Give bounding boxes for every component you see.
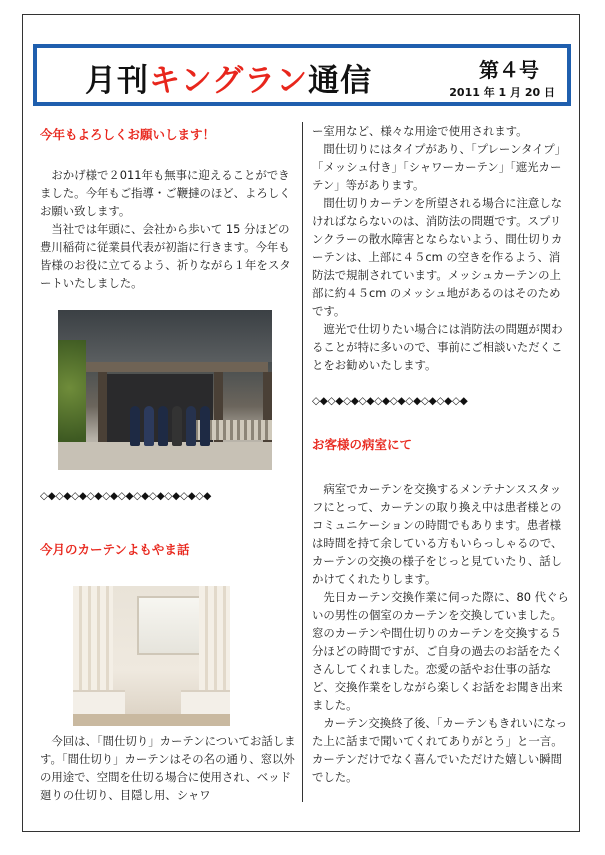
new-year-paragraph-1: おかげ様で２011年も無事に迎えることができました。今年もご指導・ご鞭撻のほど、よろしくお願い致します。 — [40, 168, 291, 218]
right-column — [312, 122, 570, 786]
curtain-talk-left-text — [40, 732, 296, 804]
title-part-brand: キングラン — [149, 63, 309, 99]
hospital-paragraph-2: 先日カーテン交換作業に伺った際に、80 代ぐらいの男性の個室のカーテンを交換していました。窓のカーテンや間仕切りのカーテンを交換する５分ほどの時間ですが、ご自身の過去のお話をたくさんしてくれました。恋愛の話やお仕事の話など、交換作業をしながら楽しくお話をお聞き出来ました。 — [312, 590, 569, 712]
title-part-news: 通信 — [308, 63, 373, 99]
ornament-divider-right: ◇◆◇◆◇◆◇◆◇◆◇◆◇◆◇◆◇◆◇◆ — [312, 395, 468, 407]
temple-visit-photo — [58, 310, 272, 470]
curtain-talk-paragraph-1: 今回は、「間仕切り」カーテンについてお話します。｢間仕切り」カーテンはその名の通り、窓以外の用途で、空間を仕切る場合に使用され、ベッド廻りの仕切り、目隠し用、シャワ — [40, 734, 296, 802]
hospital-room-photo — [73, 586, 230, 726]
new-year-paragraph-2: 当社では年頭に、会社から歩いて 15 分ほどの豊川稲荷に従業員代表が初詣に行きます。今年も皆様のお役に立てるよう、祈りながら１年をスタートいたしました。 — [40, 222, 291, 290]
column-divider — [302, 122, 303, 802]
curtain-talk-continued: ー室用など、様々な用途で使用されます。 — [312, 124, 528, 138]
hospital-paragraph-3: カーテン交換終了後、「カーテンもきれいになった上に話まで聞いてくれてありがとう」と一言。カーテンだけでなく喜んでいただけた嬉しい瞬間でした。 — [312, 716, 568, 784]
newsletter-title — [85, 55, 372, 100]
hospital-paragraph-1: 病室でカーテンを交換するメンテナンススタッフにとって、カーテンの取り換え中は患者様とのコミュニケーションの時間でもあります。患者様は時間を持て余している方もいらっしゃるので、カーテンの交換の様子をじっと見ていたり、話しかけてくれたりします。 — [312, 482, 563, 586]
section-heading-hospital-room: お客様の病室にて — [312, 437, 413, 452]
section-heading-new-year: 今年もよろしくお願いします！ — [40, 127, 216, 142]
left-column — [40, 126, 296, 292]
curtain-talk-paragraph-2: 間仕切りにはタイプがあり、「プレーンタイプ」「メッシュ付き」「シャワーカーテン」「遮光カーテン」等があります。 — [312, 142, 567, 192]
section-heading-curtain-talk: 今月のカーテンよもやま話 — [40, 542, 190, 557]
title-part-monthly: 月刊 — [85, 63, 149, 99]
issue-number: 第４号 — [479, 58, 539, 82]
issue-date: 2011 年 1 月 20 日 — [449, 86, 555, 99]
curtain-talk-paragraph-4: 遮光で仕切りたい場合には消防法の問題が関わることが特に多いので、事前にご相談いただくことをお勧めいたします。 — [312, 322, 563, 372]
masthead — [33, 44, 571, 106]
ornament-divider-left: ◇◆◇◆◇◆◇◆◇◆◇◆◇◆◇◆◇◆◇◆◇◆ — [40, 490, 212, 502]
curtain-talk-paragraph-3: 間仕切りカーテンを所望される場合に注意しなければならないのは、消防法の問題です。スプリンクラーの散水障害とならないよう、間仕切りカーテンは、上部に４５cm の空きを作るよう、消防法で規制されています。メッシュカーテンの上部に約４５cm のメッシュ地があるのはそのためです。 — [312, 196, 563, 318]
